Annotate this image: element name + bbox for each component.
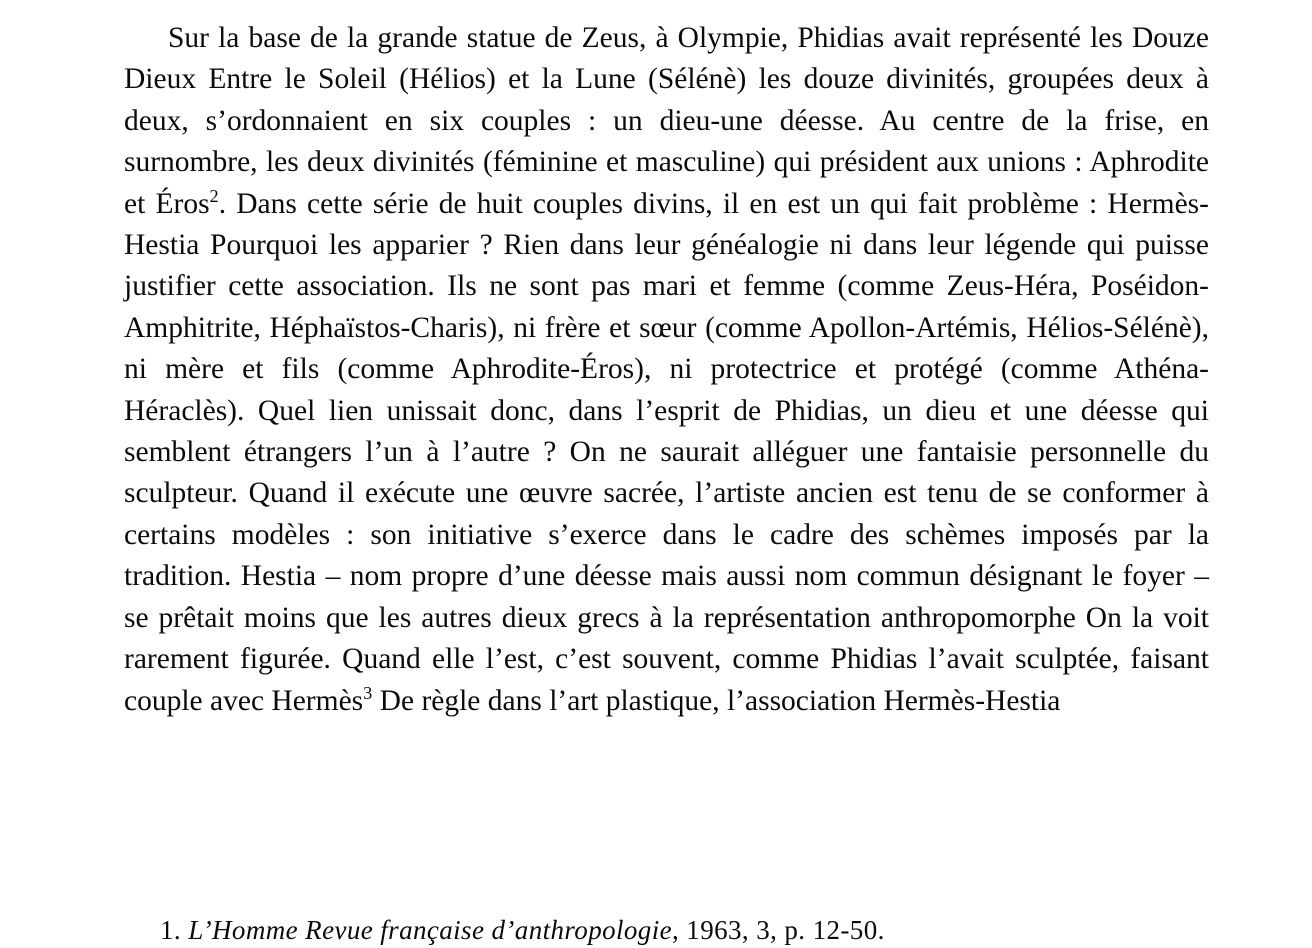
footnote-area: [124, 912, 1209, 948]
paragraph-segment-2: . Dans cette série de huit couples divins, il en est un qui fait problème : Hermès-Hestia Pourquoi les apparier ? Rien dans leur généalogie ni dans leur légende qui puisse justifier cette association. Ils ne sont pas mari et femme (comme Zeus-Héra, Poséidon-Amphitrite, Héphaïstos-Charis), ni frère et sœur (comme Apollon-Artémis, Hélios-Sélénè), ni mère et fils (comme Aphrodite-Éros), ni protectrice et protégé (comme Athéna-Héraclès). Quel lien unissait donc, dans l’esprit de Phidias, un dieu et une déesse qui semblent étrangers l’un à l’autre ? On ne saurait alléguer une fantaisie personnelle du sculpteur. Quand il exécute une œuvre sacrée, l’artiste ancien est tenu de se conformer à certains modèles : son initiative s’exerce dans le cadre des schèmes imposés par la tradition. Hestia – nom propre d’une déesse mais aussi nom commun désignant le foyer – se prêtait moins que les autres dieux grecs à la représentation anthropomorphe On la voit rarement figurée. Quand elle l’est, c’est souvent, comme Phidias l’avait sculptée, faisant couple avec Hermès: [124, 187, 1209, 717]
paragraph-text: [124, 18, 1209, 722]
paragraph-segment-3: De règle dans l’art plastique, l’association Hermès-Hestia: [372, 684, 1061, 717]
body-paragraph: [124, 18, 1209, 722]
footnote-title: Revue française d’anthropologie: [305, 915, 672, 945]
paragraph-segment-1: Sur la base de la grande statue de Zeus, à Olympie, Phidias avait représenté les Douze Dieux Entre le Soleil (Hélios) et la Lune (Sélénè) les douze divinités, groupées deux à deux, s’ordonnaient en six couples : un dieu-une déesse. Au centre de la frise, en surnombre, les deux divinités (féminine et masculine) qui président aux unions : Aphrodite et Éros: [124, 22, 1209, 220]
footnote-reference: , 1963, 3, p. 12-50.: [672, 915, 885, 945]
footnote-number: 1.: [160, 915, 182, 945]
footnote-marker-3[interactable]: 3: [363, 682, 373, 703]
footnote-line: [124, 912, 1209, 948]
footnote-marker-2[interactable]: 2: [209, 185, 219, 206]
footnote-author: L’Homme: [188, 915, 299, 945]
